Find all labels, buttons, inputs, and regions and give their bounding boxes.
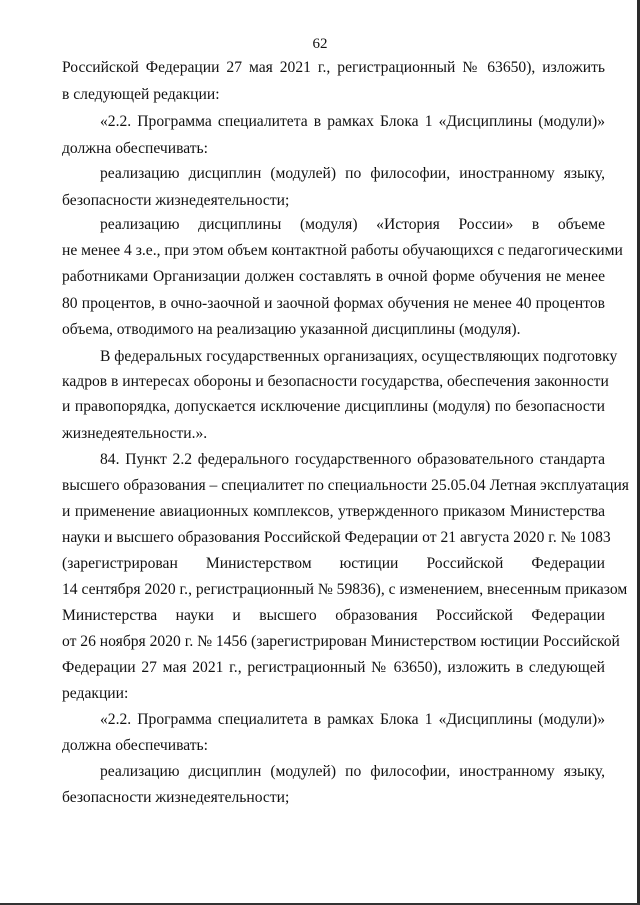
text-line: объема, отводимого на реализацию указанной дисциплины (модуля). [62,321,521,338]
text-line: Российской Федерации 27 мая 2021 г., регистрационный № 63650), изложить [62,59,605,76]
text-line: науки и высшего образования Российской Федерации от 21 августа 2020 г. № 1083 [62,529,611,546]
text-line: безопасности жизнедеятельности; [62,192,290,209]
text-line: Федерации 27 мая 2021 г., регистрационный № 63650), изложить в следующей [62,659,605,676]
text-line: жизнедеятельности.». [62,425,208,442]
text-line: от 26 ноября 2020 г. № 1456 (зарегистрирован Министерством юстиции Российской [62,633,620,650]
text-line: кадров в интересах обороны и безопасности государства, обеспечения законности [62,373,609,390]
text-line: в следующей редакции: [62,86,220,103]
text-line: редакции: [62,685,129,702]
text-line: работниками Организации должен составлять в очной форме обучения не менее [62,268,605,285]
text-line: «2.2. Программа специалитета в рамках Блока 1 «Дисциплины (модули)» [100,711,605,728]
page-number: 62 [312,36,328,52]
text-line: В федеральных государственных организациях, осуществляющих подготовку [100,348,618,365]
text-line: и правопорядка, допускается исключение дисциплины (модуля) по безопасности [62,398,605,415]
text-line: 80 процентов, в очно-заочной и заочной формах обучения не менее 40 процентов [62,295,605,312]
text-line: и применение авиационных комплексов, утвержденного приказом Министерства [62,503,605,520]
text-line: безопасности жизнедеятельности; [62,789,290,806]
text-line: не менее 4 з.е., при этом объем контактной работы обучающихся с педагогическими [62,242,623,259]
text-line: Министерства науки и высшего образования Российской Федерации [62,607,605,624]
text-line: (зарегистрирован Министерством юстиции Российской Федерации [62,555,605,572]
text-line: должна обеспечивать: [62,737,209,754]
text-line: «2.2. Программа специалитета в рамках Блока 1 «Дисциплины (модули)» [100,113,605,130]
text-line: 84. Пункт 2.2 федерального государственного образовательного стандарта [100,451,605,468]
text-line: реализацию дисциплин (модулей) по философии, иностранному языку, [100,165,605,182]
text-line: реализацию дисциплин (модулей) по философии, иностранному языку, [100,763,605,780]
text-line: 14 сентября 2020 г., регистрационный № 59836), с изменением, внесенным приказом [62,581,628,598]
text-line: должна обеспечивать: [62,140,209,157]
text-line: высшего образования – специалитет по специальности 25.05.04 Летная эксплуатация [62,477,629,494]
text-line: реализацию дисциплины (модуля) «История России» в объеме [100,216,605,233]
